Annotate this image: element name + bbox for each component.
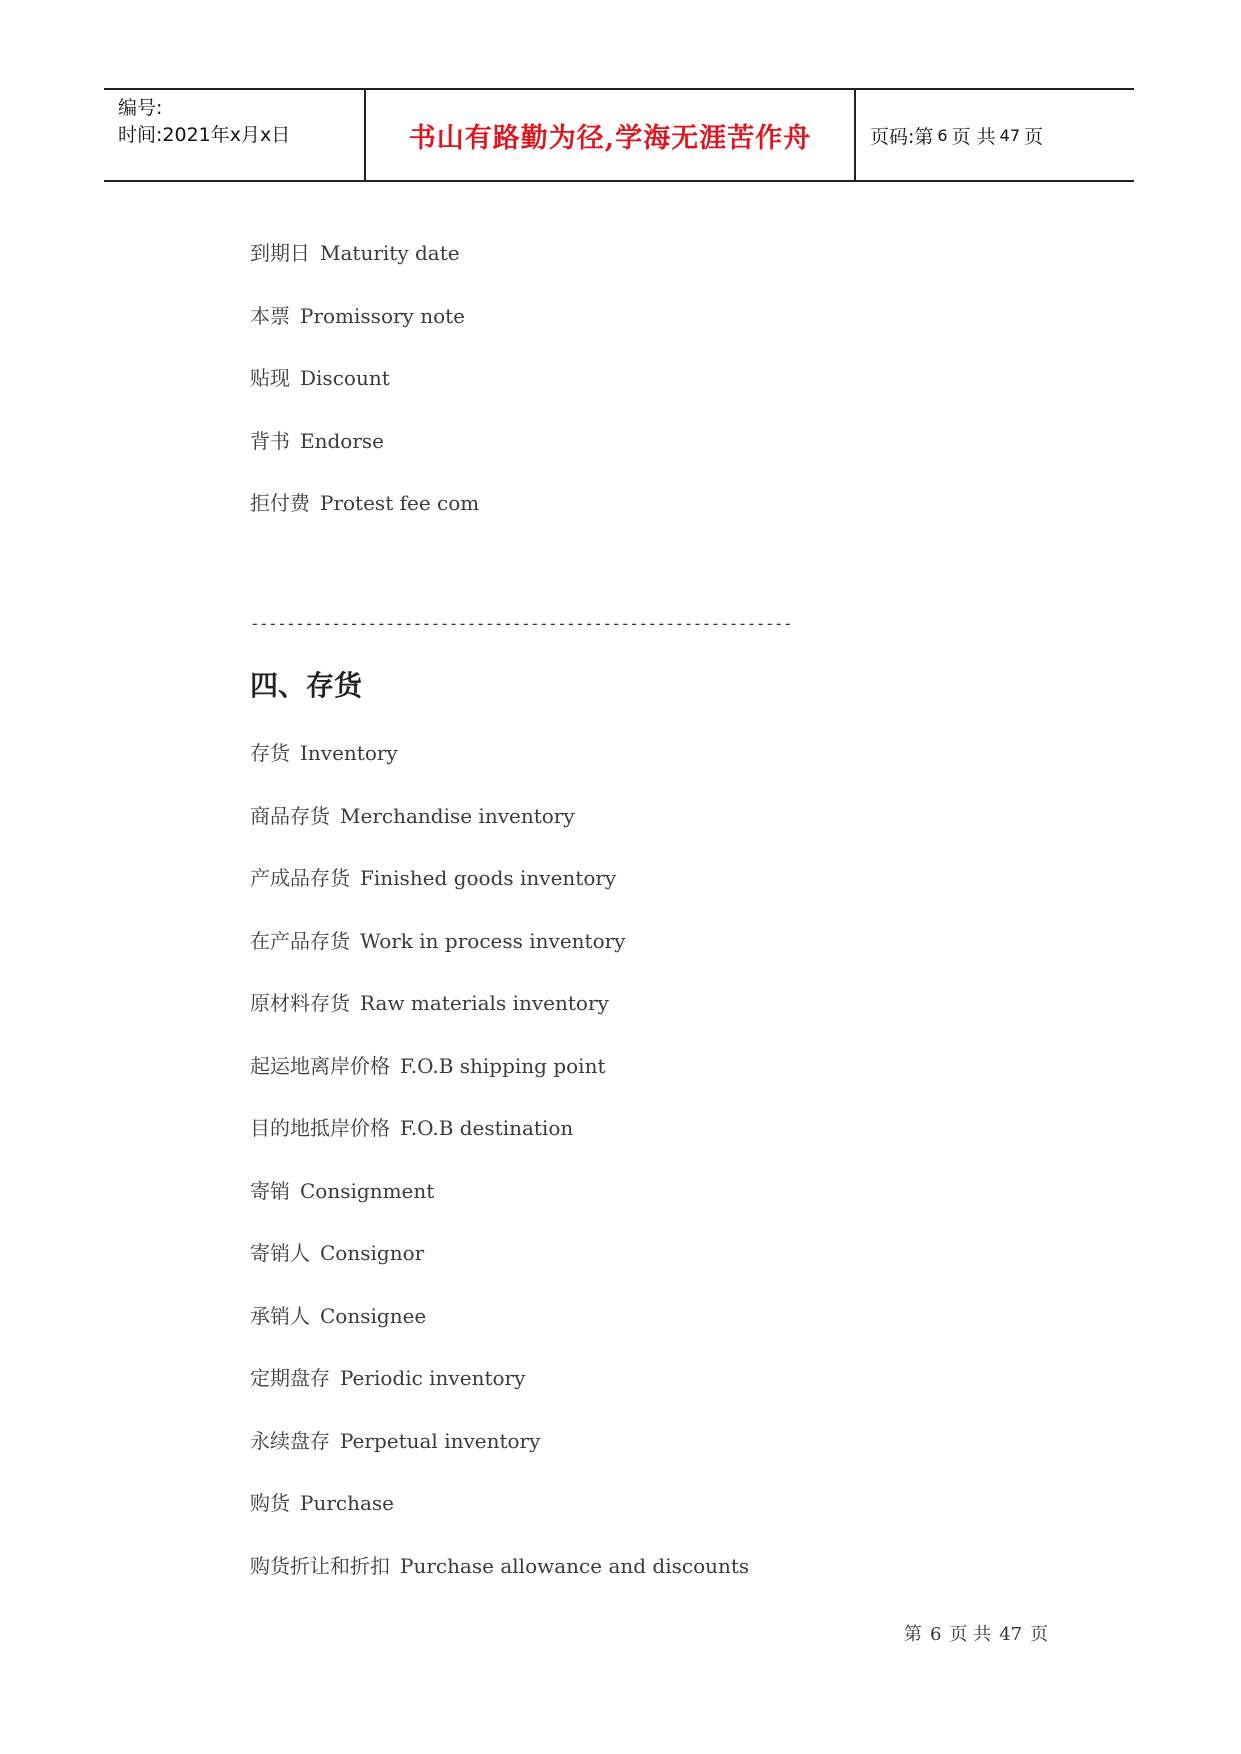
term-en: Endorse xyxy=(300,429,384,453)
term-zh: 原材料存货 xyxy=(250,991,350,1015)
term-item xyxy=(250,487,479,516)
term-zh: 承销人 xyxy=(250,1304,310,1328)
term-en: Purchase xyxy=(300,1491,395,1515)
term-zh: 拒付费 xyxy=(250,491,310,515)
term-zh: 目的地抵岸价格 xyxy=(250,1116,390,1140)
footer-mid: 页 共 xyxy=(949,1624,992,1645)
term-item xyxy=(250,1425,540,1454)
term-item xyxy=(250,1050,606,1079)
page-current: 6 xyxy=(937,125,948,145)
header-meta xyxy=(104,90,366,180)
term-item xyxy=(250,1112,573,1141)
term-item xyxy=(250,987,609,1016)
page-suffix: 页 xyxy=(1024,125,1044,148)
time-label: 时间:2021年x月x日 xyxy=(118,124,291,146)
number-label: 编号: xyxy=(118,97,163,119)
footer-current: 6 xyxy=(930,1624,942,1645)
term-zh: 存货 xyxy=(250,741,290,765)
term-en: Perpetual inventory xyxy=(340,1429,541,1453)
term-item xyxy=(250,800,575,829)
term-item xyxy=(250,237,460,266)
term-item xyxy=(250,1550,749,1579)
term-item xyxy=(250,362,390,391)
term-zh: 定期盘存 xyxy=(250,1366,330,1390)
term-en: Protest fee com xyxy=(320,491,480,515)
page-header xyxy=(104,88,1134,182)
term-zh: 永续盘存 xyxy=(250,1429,330,1453)
term-item xyxy=(250,1175,434,1204)
term-item xyxy=(250,925,625,954)
page-mid: 页 共 xyxy=(951,125,996,148)
term-en: Raw materials inventory xyxy=(360,991,609,1015)
header-motto: 书山有路勤为径,学海无涯苦作舟 xyxy=(366,90,856,180)
term-zh: 购货 xyxy=(250,1491,290,1515)
footer-total: 47 xyxy=(999,1624,1023,1645)
term-item xyxy=(250,862,616,891)
term-item xyxy=(250,300,465,329)
page-total: 47 xyxy=(999,125,1020,145)
term-en: Consignee xyxy=(320,1304,427,1328)
page-prefix: 页码:第 xyxy=(870,125,934,148)
term-en: F.O.B destination xyxy=(400,1116,574,1140)
section-divider: ------------------------------------------------------------ xyxy=(250,614,792,633)
term-zh: 产成品存货 xyxy=(250,866,350,890)
term-en: Merchandise inventory xyxy=(340,804,575,828)
term-en: Discount xyxy=(300,366,390,390)
footer-prefix: 第 xyxy=(904,1624,922,1645)
term-zh: 贴现 xyxy=(250,366,290,390)
term-zh: 背书 xyxy=(250,429,290,453)
term-en: Finished goods inventory xyxy=(360,866,617,890)
term-item xyxy=(250,1362,525,1391)
term-zh: 寄销人 xyxy=(250,1241,310,1265)
term-en: F.O.B shipping point xyxy=(400,1054,606,1078)
term-zh: 寄销 xyxy=(250,1179,290,1203)
term-zh: 商品存货 xyxy=(250,804,330,828)
term-en: Periodic inventory xyxy=(340,1366,526,1390)
header-page-indicator xyxy=(856,90,1134,180)
term-en: Purchase allowance and discounts xyxy=(400,1554,750,1578)
term-en: Consignment xyxy=(300,1179,435,1203)
term-item xyxy=(250,1300,426,1329)
term-zh: 起运地离岸价格 xyxy=(250,1054,390,1078)
term-item xyxy=(250,425,384,454)
term-item xyxy=(250,1487,394,1516)
page-footer xyxy=(900,1620,1052,1646)
term-zh: 购货折让和折扣 xyxy=(250,1554,390,1578)
term-item xyxy=(250,737,398,766)
term-en: Maturity date xyxy=(320,241,460,265)
term-en: Inventory xyxy=(300,741,398,765)
term-zh: 到期日 xyxy=(250,241,310,265)
term-zh: 在产品存货 xyxy=(250,929,350,953)
section-heading: 四、存货 xyxy=(250,669,363,702)
term-item xyxy=(250,1237,424,1266)
footer-suffix: 页 xyxy=(1030,1624,1049,1645)
term-en: Consignor xyxy=(320,1241,425,1265)
term-zh: 本票 xyxy=(250,304,290,328)
term-en: Work in process inventory xyxy=(360,929,626,953)
term-en: Promissory note xyxy=(300,304,465,328)
